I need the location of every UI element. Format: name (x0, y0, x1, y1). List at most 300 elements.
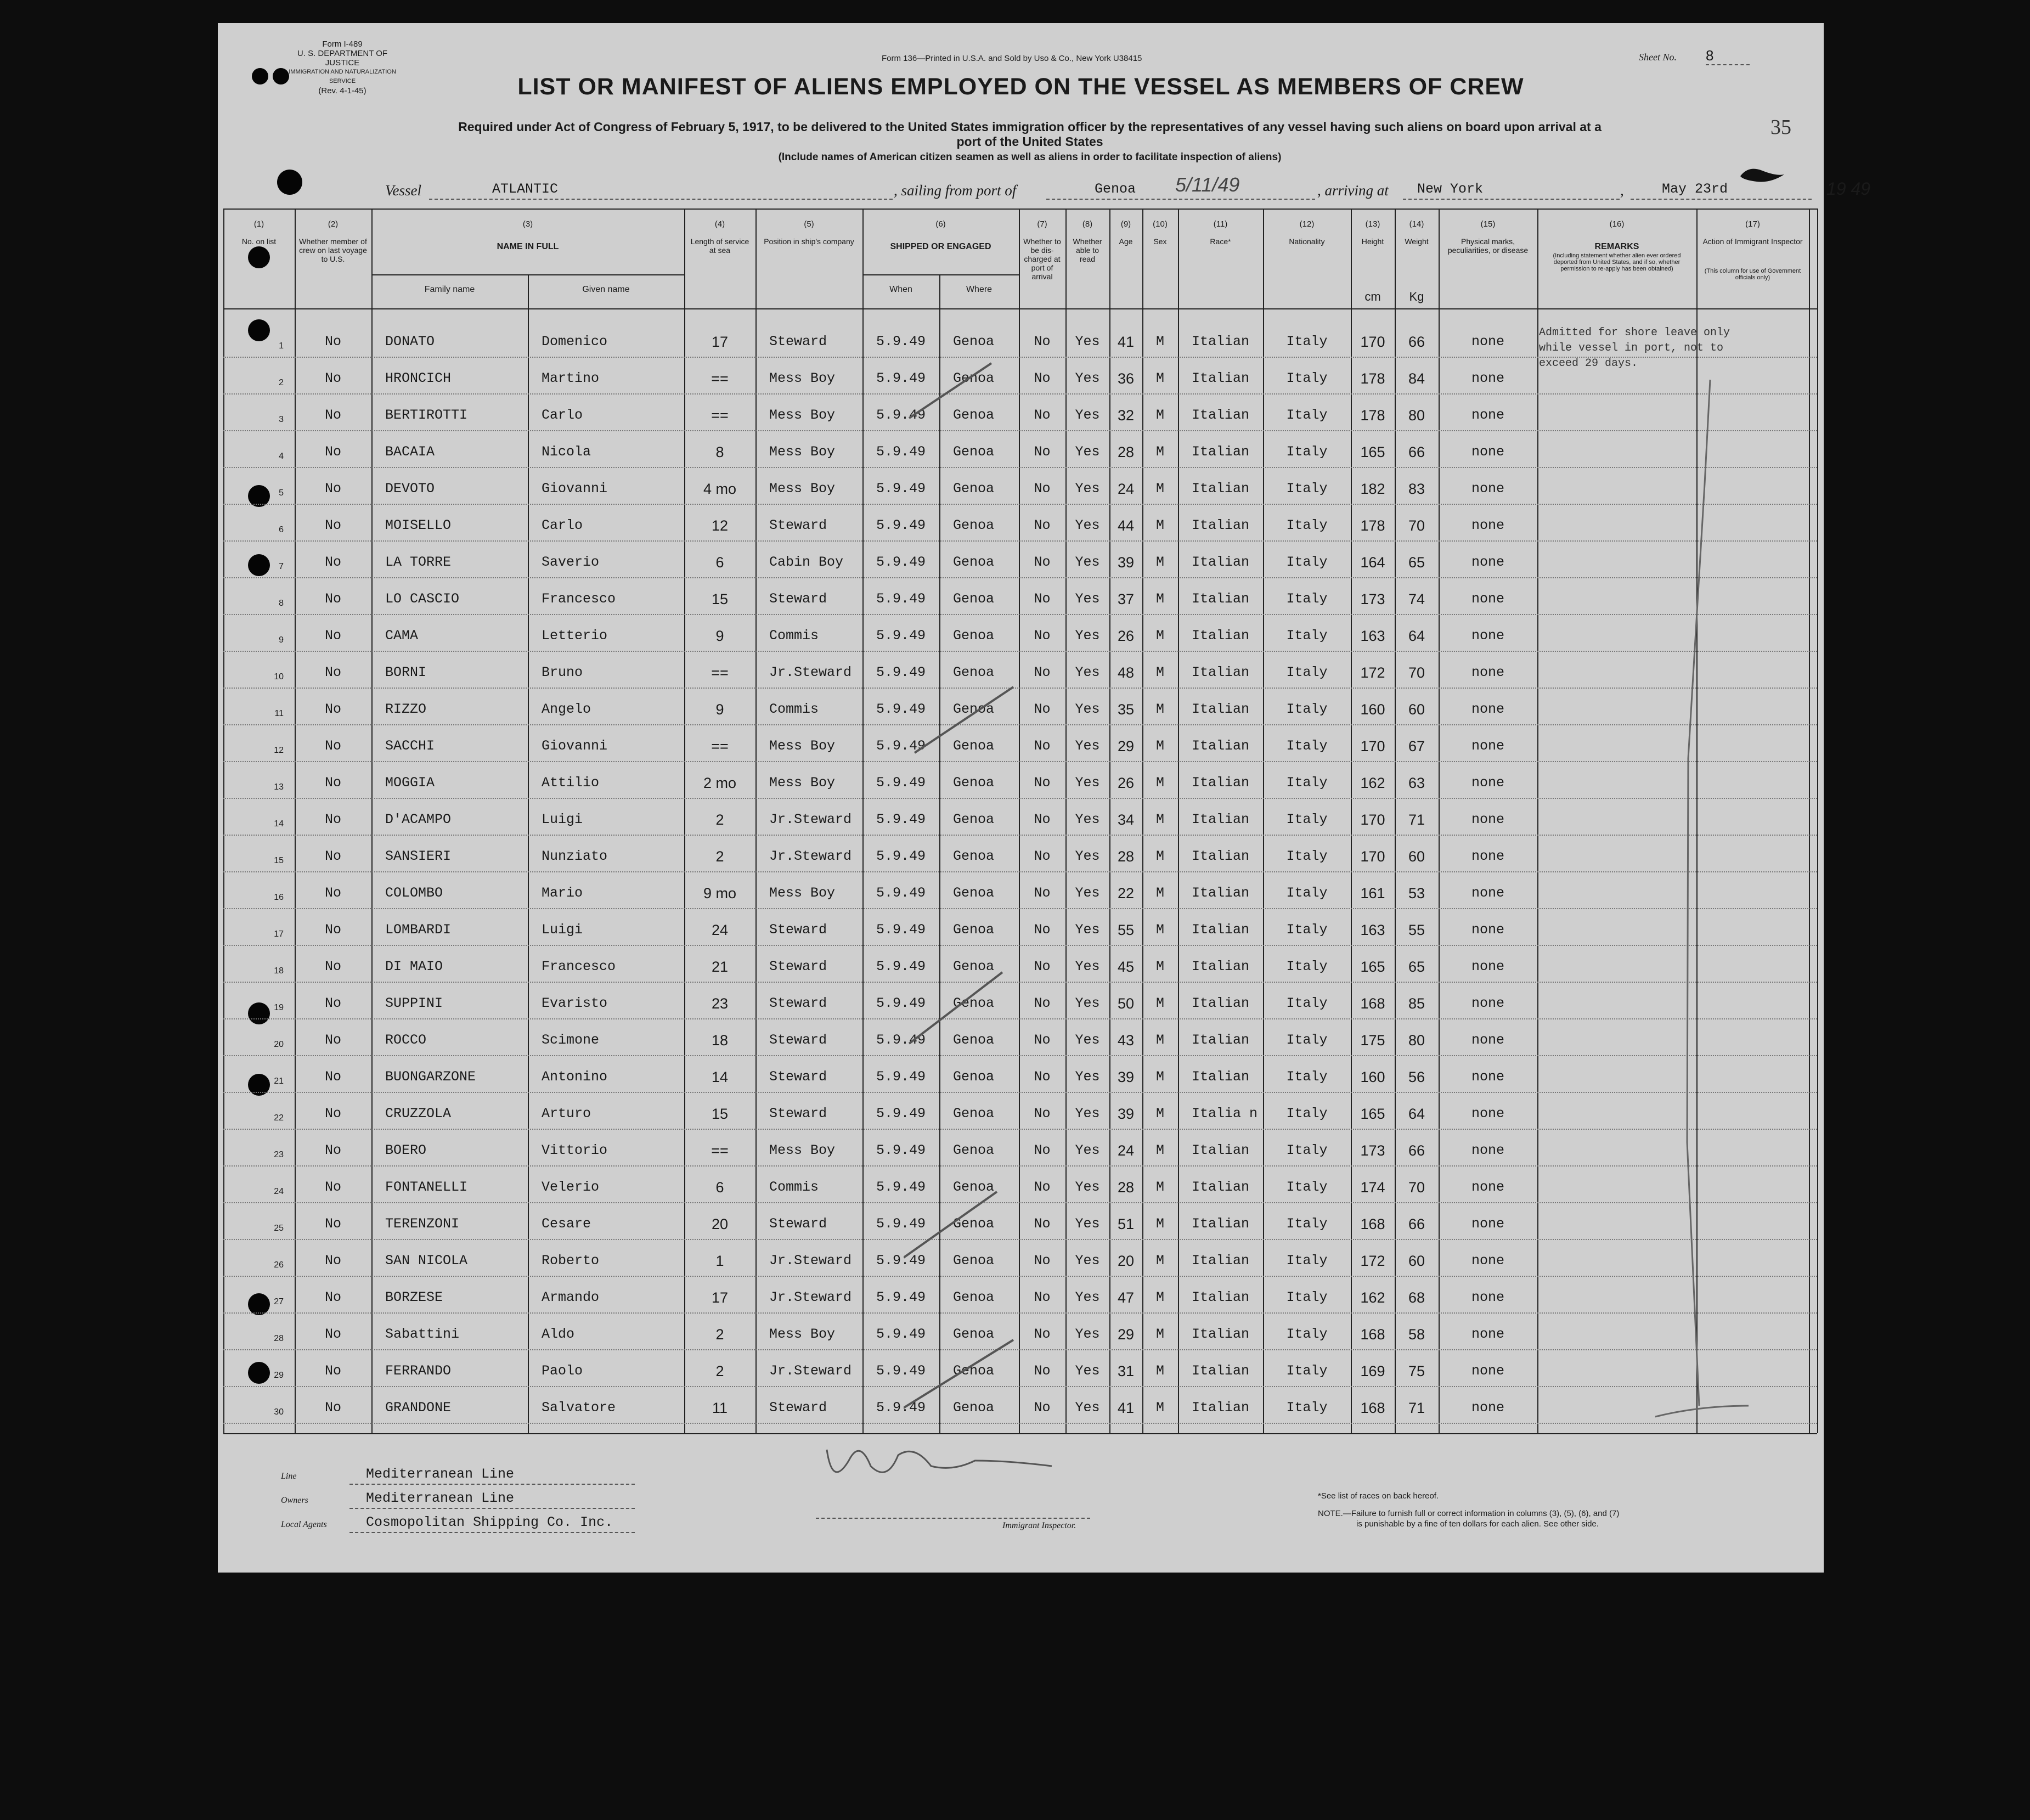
cell-when: 5.9.49 (876, 481, 926, 497)
unit-weight_unit: Kg (1409, 290, 1424, 303)
cell-service: 9 (715, 628, 724, 644)
cell-when: 5.9.49 (876, 664, 926, 680)
cell-weight: 67 (1408, 738, 1425, 754)
row-number: 19 (274, 1003, 284, 1012)
row-number: 18 (274, 966, 284, 976)
column-number: (10) (1153, 219, 1168, 229)
cell-where: Genoa (953, 775, 995, 791)
column-header: NAME IN FULL (497, 242, 559, 251)
row-number: 27 (274, 1297, 284, 1306)
cell-race: Italian (1192, 1216, 1250, 1232)
port-underline (1046, 199, 1315, 200)
cell-nationality: Italy (1286, 407, 1328, 423)
cell-where: Genoa (953, 701, 995, 717)
cell-given: Velerio (542, 1179, 600, 1195)
cell-race: Italian (1192, 444, 1250, 460)
cell-height: 172 (1360, 1253, 1385, 1269)
column-number: (14) (1409, 219, 1424, 229)
cell-nationality: Italy (1286, 775, 1328, 791)
cell-when: 5.9.49 (876, 848, 926, 864)
cell-marks: none (1471, 1179, 1504, 1195)
cell-crew: No (324, 1032, 341, 1048)
required-line: Required under Act of Congress of February 5, 1917, to be delivered to the United States immigration officer by the representatives of any vessel having such aliens on board upon arrival at a (458, 120, 1602, 134)
cell-race: Italian (1192, 1289, 1250, 1305)
cell-race: Italian (1192, 664, 1250, 680)
cell-age: 29 (1117, 738, 1135, 754)
cell-sex: M (1155, 628, 1164, 644)
cell-race: Italian (1192, 1326, 1250, 1342)
cell-marks: none (1471, 1069, 1504, 1085)
arrival-port: New York (1417, 181, 1484, 197)
cell-read: Yes (1075, 775, 1100, 791)
cell-nationality: Italy (1286, 812, 1328, 827)
cell-height: 163 (1360, 628, 1385, 644)
cell-race: Italian (1192, 407, 1250, 423)
cell-given: Mario (542, 885, 583, 901)
column-number: (8) (1082, 219, 1093, 229)
cell-age: 36 (1117, 370, 1135, 387)
row-number: 26 (274, 1260, 284, 1270)
cell-service: 24 (711, 922, 729, 938)
owners-value: Mediterranean Line (366, 1490, 515, 1506)
cell-when: 5.9.49 (876, 591, 926, 607)
cell-sex: M (1155, 517, 1164, 533)
cell-race: Italian (1192, 591, 1250, 607)
sailing-label: , sailing from port of (894, 182, 1017, 199)
cell-crew: No (324, 1400, 341, 1416)
cell-sex: M (1155, 1069, 1164, 1085)
column-divider (1817, 209, 1818, 1433)
cell-race: Italian (1192, 1142, 1250, 1158)
row-number: 30 (274, 1407, 284, 1417)
row-number: 16 (274, 893, 284, 902)
cell-crew: No (324, 775, 341, 791)
cell-sex: M (1155, 1363, 1164, 1379)
column-divider (1178, 209, 1179, 1433)
column-header: Whether able to read (1073, 237, 1102, 263)
cell-weight: 58 (1408, 1326, 1425, 1343)
cell-read: Yes (1075, 554, 1100, 570)
cell-family: DI MAIO (385, 959, 443, 974)
required-line-2: port of the United States (956, 134, 1103, 149)
cell-marks: none (1471, 1400, 1504, 1416)
column-header: Sex (1153, 237, 1167, 246)
cell-position: Jr.Steward (769, 1363, 852, 1379)
cell-when: 5.9.49 (876, 517, 926, 533)
cell-nationality: Italy (1286, 334, 1328, 350)
cell-read: Yes (1075, 370, 1100, 386)
cell-height: 172 (1360, 664, 1385, 681)
ink-blot (1738, 162, 1787, 190)
cell-where: Genoa (953, 1400, 995, 1416)
cell-position: Steward (769, 334, 827, 350)
cell-position: Mess Boy (769, 444, 836, 460)
cell-service: == (711, 738, 729, 754)
cell-height: 178 (1360, 517, 1385, 534)
column-number: (11) (1213, 219, 1228, 229)
cell-race: Italian (1192, 1253, 1250, 1269)
cell-read: Yes (1075, 1179, 1100, 1195)
cell-family: RIZZO (385, 701, 427, 717)
row-number: 21 (274, 1077, 284, 1086)
subcolumn-divider (528, 274, 529, 1433)
cell-weight: 60 (1408, 701, 1425, 718)
cell-height: 168 (1360, 1216, 1385, 1232)
cell-height: 170 (1360, 848, 1385, 865)
inspector-initials-signature (810, 1428, 1068, 1494)
column-number: (1) (253, 219, 264, 229)
cell-position: Mess Boy (769, 481, 836, 497)
cell-discharged: No (1034, 1253, 1051, 1269)
cell-discharged: No (1034, 1069, 1051, 1085)
cell-discharged: No (1034, 481, 1051, 497)
cell-height: 165 (1360, 959, 1385, 975)
cell-age: 51 (1117, 1216, 1135, 1232)
cell-family: GRANDONE (385, 1400, 452, 1416)
cell-weight: 66 (1408, 334, 1425, 350)
cell-when: 5.9.49 (876, 1216, 926, 1232)
row-number: 11 (274, 709, 284, 718)
cell-race: Italian (1192, 370, 1250, 386)
cell-when: 5.9.49 (876, 628, 926, 644)
owners-underline (349, 1508, 635, 1509)
cell-sex: M (1155, 554, 1164, 570)
cell-service: 2 (715, 812, 724, 828)
cell-sex: M (1155, 848, 1164, 864)
cell-marks: none (1471, 701, 1504, 717)
cell-family: BORNI (385, 664, 427, 680)
cell-where: Genoa (953, 922, 995, 938)
cell-read: Yes (1075, 334, 1100, 350)
cell-service: 18 (711, 1032, 729, 1049)
cell-given: Martino (542, 370, 600, 386)
cell-read: Yes (1075, 995, 1100, 1011)
cell-age: 48 (1117, 664, 1135, 681)
cell-weight: 56 (1408, 1069, 1425, 1085)
cell-nationality: Italy (1286, 885, 1328, 901)
cell-given: Armando (542, 1289, 600, 1305)
column-header: SHIPPED OR ENGAGED (890, 242, 991, 251)
cell-family: LA TORRE (385, 554, 452, 570)
cell-given: Letterio (542, 628, 608, 644)
cell-family: COLOMBO (385, 885, 443, 901)
cell-position: Mess Boy (769, 407, 836, 423)
cell-family: MOGGIA (385, 775, 435, 791)
cell-age: 55 (1117, 922, 1135, 938)
cell-marks: none (1471, 1106, 1504, 1122)
arriving-label: , arriving at (1317, 182, 1389, 199)
cell-family: ROCCO (385, 1032, 427, 1048)
cell-given: Arturo (542, 1106, 591, 1122)
cell-race: Italian (1192, 995, 1250, 1011)
cell-when: 5.9.49 (876, 1326, 926, 1342)
cell-where: Genoa (953, 664, 995, 680)
column-header: Action of Immigrant Inspector (1702, 237, 1803, 246)
arrival-year: 19 49 (1826, 179, 1871, 199)
cell-weight: 84 (1408, 370, 1425, 387)
cell-family: CAMA (385, 628, 419, 644)
cell-position: Mess Boy (769, 1142, 836, 1158)
line-value: Mediterranean Line (366, 1466, 515, 1482)
cell-marks: none (1471, 370, 1504, 386)
punch-hole (248, 246, 270, 268)
cell-when: 5.9.49 (876, 1179, 926, 1195)
column-header: Length of service at sea (690, 237, 749, 255)
cell-position: Steward (769, 1216, 827, 1232)
cell-age: 29 (1117, 1326, 1135, 1343)
cell-sex: M (1155, 1400, 1164, 1416)
cell-height: 161 (1360, 885, 1385, 901)
cell-when: 5.9.49 (876, 1032, 926, 1048)
cell-given: Francesco (542, 959, 616, 974)
cell-discharged: No (1034, 1216, 1051, 1232)
cell-sex: M (1155, 1289, 1164, 1305)
cell-crew: No (324, 591, 341, 607)
cell-crew: No (324, 407, 341, 423)
cell-when: 5.9.49 (876, 1400, 926, 1416)
cell-read: Yes (1075, 959, 1100, 974)
cell-discharged: No (1034, 738, 1051, 754)
row-number: 3 (279, 415, 284, 424)
cell-height: 175 (1360, 1032, 1385, 1049)
port-of-departure: Genoa (1095, 181, 1136, 197)
note-line-2: is punishable by a fine of ten dollars for each alien. See other side. (1356, 1519, 1599, 1529)
cell-when: 5.9.49 (876, 1363, 926, 1379)
cell-weight: 65 (1408, 554, 1425, 571)
cell-race: Italian (1192, 1069, 1250, 1085)
cell-crew: No (324, 481, 341, 497)
cell-marks: none (1471, 738, 1504, 754)
cell-weight: 60 (1408, 1253, 1425, 1269)
cell-nationality: Italy (1286, 1216, 1328, 1232)
column-header: Physical marks, peculiarities, or disease (1447, 237, 1529, 255)
cell-sex: M (1155, 812, 1164, 827)
cell-age: 43 (1117, 1032, 1135, 1049)
row-number: 23 (274, 1150, 284, 1159)
cell-nationality: Italy (1286, 1326, 1328, 1342)
vessel-underline (429, 199, 893, 200)
cell-position: Steward (769, 995, 827, 1011)
cell-when: 5.9.49 (876, 885, 926, 901)
cell-where: Genoa (953, 370, 995, 386)
cell-where: Genoa (953, 1363, 995, 1379)
cell-marks: none (1471, 628, 1504, 644)
cell-crew: No (324, 959, 341, 974)
sheet-number: 8 (1706, 47, 1750, 65)
cell-crew: No (324, 664, 341, 680)
vessel-label: Vessel (385, 182, 421, 199)
cell-given: Roberto (542, 1253, 600, 1269)
revision: (Rev. 4-1-45) (318, 86, 366, 95)
column-number: (9) (1120, 219, 1131, 229)
row-number: 17 (274, 929, 284, 939)
cell-when: 5.9.49 (876, 738, 926, 754)
cell-position: Steward (769, 959, 827, 974)
cell-position: Cabin Boy (769, 554, 844, 570)
cell-discharged: No (1034, 922, 1051, 938)
cell-race: Italian (1192, 554, 1250, 570)
inspector-label: Immigrant Inspector. (1002, 1521, 1076, 1530)
cell-crew: No (324, 922, 341, 938)
cell-race: Italian (1192, 885, 1250, 901)
cell-weight: 83 (1408, 481, 1425, 497)
cell-position: Commis (769, 628, 819, 644)
cell-marks: none (1471, 591, 1504, 607)
cell-race: Italian (1192, 959, 1250, 974)
row-number: 28 (274, 1334, 284, 1343)
cell-service: 6 (715, 554, 724, 571)
cell-crew: No (324, 701, 341, 717)
subheader-when: When (889, 285, 912, 294)
row-number: 20 (274, 1040, 284, 1049)
cell-when: 5.9.49 (876, 775, 926, 791)
cell-crew: No (324, 848, 341, 864)
row-number: 7 (279, 562, 284, 571)
cell-given: Vittorio (542, 1142, 608, 1158)
cell-marks: none (1471, 812, 1504, 827)
cell-crew: No (324, 1326, 341, 1342)
cell-nationality: Italy (1286, 1179, 1328, 1195)
cell-marks: none (1471, 922, 1504, 938)
cell-discharged: No (1034, 444, 1051, 460)
cell-family: DONATO (385, 334, 435, 350)
cell-service: 6 (715, 1179, 724, 1196)
cell-where: Genoa (953, 1069, 995, 1085)
column-header: Nationality (1289, 237, 1325, 246)
cell-sex: M (1155, 591, 1164, 607)
cell-discharged: No (1034, 407, 1051, 423)
cell-read: Yes (1075, 1032, 1100, 1048)
cell-marks: none (1471, 554, 1504, 570)
cell-service: 12 (711, 517, 729, 534)
table-top-border (223, 209, 1817, 210)
cell-age: 34 (1117, 812, 1135, 828)
cell-weight: 66 (1408, 444, 1425, 460)
cell-crew: No (324, 995, 341, 1011)
row-number: 25 (274, 1224, 284, 1233)
cell-discharged: No (1034, 885, 1051, 901)
cell-family: SAN NICOLA (385, 1253, 468, 1269)
column-header: Position in ship's company (764, 237, 854, 246)
cell-discharged: No (1034, 812, 1051, 827)
row-number: 4 (279, 452, 284, 461)
row-number: 13 (274, 782, 284, 792)
cell-sex: M (1155, 370, 1164, 386)
cell-crew: No (324, 738, 341, 754)
cell-nationality: Italy (1286, 995, 1328, 1011)
cell-given: Luigi (542, 812, 583, 827)
column-divider (1809, 209, 1810, 1433)
comma: , (1620, 182, 1624, 199)
cell-discharged: No (1034, 591, 1051, 607)
cell-discharged: No (1034, 664, 1051, 680)
cell-when: 5.9.49 (876, 444, 926, 460)
cell-given: Carlo (542, 517, 583, 533)
cell-when: 5.9.49 (876, 407, 926, 423)
cell-crew: No (324, 517, 341, 533)
cell-family: TERENZONI (385, 1216, 460, 1232)
cell-service: 15 (711, 591, 729, 607)
cell-service: == (711, 370, 729, 387)
cell-when: 5.9.49 (876, 1253, 926, 1269)
column-number: (7) (1037, 219, 1047, 229)
cell-crew: No (324, 370, 341, 386)
row-number: 29 (274, 1371, 284, 1380)
subheader-given: Given name (582, 285, 630, 294)
note-line: NOTE.—Failure to furnish full or correct information in columns (3), (5), (6), and (7) (1318, 1509, 1620, 1518)
cell-family: BORZESE (385, 1289, 443, 1305)
cell-height: 165 (1360, 444, 1385, 460)
cell-read: Yes (1075, 591, 1100, 607)
cell-service: 1 (715, 1253, 724, 1269)
cell-sex: M (1155, 481, 1164, 497)
column-number: (4) (714, 219, 725, 229)
cell-where: Genoa (953, 444, 995, 460)
column-header: Age (1119, 237, 1133, 246)
cell-where: Genoa (953, 1253, 995, 1269)
cell-discharged: No (1034, 1106, 1051, 1122)
cell-marks: none (1471, 1363, 1504, 1379)
cell-height: 170 (1360, 738, 1385, 754)
cell-when: 5.9.49 (876, 370, 926, 386)
cell-marks: none (1471, 959, 1504, 974)
cell-nationality: Italy (1286, 1289, 1328, 1305)
cell-crew: No (324, 1363, 341, 1379)
cell-race: Italian (1192, 775, 1250, 791)
cell-marks: none (1471, 1142, 1504, 1158)
cell-marks: none (1471, 775, 1504, 791)
cell-given: Luigi (542, 922, 583, 938)
cell-position: Mess Boy (769, 885, 836, 901)
cell-sex: M (1155, 1142, 1164, 1158)
cell-height: 160 (1360, 701, 1385, 718)
subheader-rule (862, 274, 1019, 275)
cell-where: Genoa (953, 1179, 995, 1195)
cell-read: Yes (1075, 628, 1100, 644)
cell-weight: 55 (1408, 922, 1425, 938)
cell-sex: M (1155, 775, 1164, 791)
remarks-text (1539, 325, 1730, 371)
cell-crew: No (324, 1142, 341, 1158)
cell-family: DEVOTO (385, 481, 435, 497)
cell-crew: No (324, 628, 341, 644)
cell-read: Yes (1075, 885, 1100, 901)
column-divider (1537, 209, 1538, 1433)
cell-age: 45 (1117, 959, 1135, 975)
cell-family: LOMBARDI (385, 922, 452, 938)
cell-given: Giovanni (542, 481, 608, 497)
cell-nationality: Italy (1286, 554, 1328, 570)
cell-crew: No (324, 885, 341, 901)
cell-marks: none (1471, 517, 1504, 533)
cell-read: Yes (1075, 922, 1100, 938)
cell-when: 5.9.49 (876, 334, 926, 350)
row-number: 22 (274, 1113, 284, 1123)
cell-height: 168 (1360, 1400, 1385, 1416)
row-number: 14 (274, 819, 284, 829)
cell-given: Antonino (542, 1069, 608, 1085)
remarks-line: exceed 29 days. (1539, 357, 1638, 370)
cell-height: 170 (1360, 812, 1385, 828)
cell-crew: No (324, 1106, 341, 1122)
column-header: REMARKS (1594, 242, 1639, 251)
cell-height: 174 (1360, 1179, 1385, 1196)
cell-when: 5.9.49 (876, 1106, 926, 1122)
cell-sex: M (1155, 1106, 1164, 1122)
form-number: Form I-489 (322, 40, 363, 49)
cell-read: Yes (1075, 812, 1100, 827)
column-header: Race* (1210, 237, 1231, 246)
